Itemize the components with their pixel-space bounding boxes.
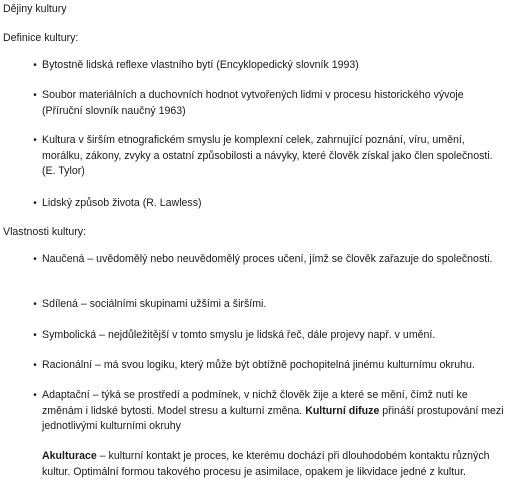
acculturation-paragraph <box>42 449 504 480</box>
bullet-marker: • <box>33 254 37 265</box>
definitions-label: Definice kultury: <box>3 32 79 44</box>
property-item: Symbolická – nejdůležitější v tomto smyslu je lidská řeč, dále projevy např. v umění. <box>42 329 436 341</box>
adaptive-text-before: Adaptační – týká se prostředí a podmínek, v nichž člověk žije a které se mění, čímž nutí ke změnám i lidské bytosti. Model stresu a kulturní změna. <box>42 389 468 417</box>
property-item: Sdílená – sociálními skupinami užšími a širšími. <box>42 298 267 310</box>
property-item: Naučená – uvědomělý nebo neuvědomělý proces učení, jímž se člověk zařazuje do společnosti. <box>42 253 493 265</box>
bullet-marker: • <box>33 299 37 310</box>
bullet-marker: • <box>33 360 37 371</box>
property-item: Racionální – má svou logiku, který může být obtížně pochopitelná jinému kulturnímu okruhu. <box>42 359 475 371</box>
bullet-marker: • <box>33 330 37 341</box>
bullet-marker: • <box>33 390 37 401</box>
definition-item: Kultura v širším etnografickém smyslu je komplexní celek, zahrnující poznání, víru, umění, morálku, zákony, zvyky a ostatní způsobilosti a návyky, které člověk získal jako člen společnosti. (E. Tylor) <box>42 134 493 177</box>
bullet-marker: • <box>33 60 37 71</box>
definition-item: Bytostně lidská reflexe vlastního bytí (Encyklopedický slovník 1993) <box>42 59 359 71</box>
acculturation-text: – kulturní kontakt je proces, ke kterému dochází při dlouhodobém kontaktu různých kultur. Optimální formou takového procesu je asimilace, opakem je likvidace jedné z kultur. <box>42 450 490 478</box>
bullet-marker: • <box>33 90 37 101</box>
property-item-adaptive <box>42 388 504 435</box>
properties-label: Vlastnosti kultury: <box>3 226 87 238</box>
document-title: Dějiny kultury <box>3 3 67 15</box>
adaptive-text-after: přináší prostupování mezi jednotlivými kulturními okruhy <box>42 404 504 432</box>
definition-item: Soubor materiálních a duchovních hodnot vytvořených lidmi v procesu historického vývoje (Příruční slovník naučný 1963) <box>42 89 464 117</box>
bullet-marker: • <box>33 198 37 209</box>
acculturation-term: Akulturace <box>42 450 97 462</box>
bullet-marker: • <box>33 135 37 146</box>
definition-item: Lidský způsob života (R. Lawless) <box>42 197 202 209</box>
adaptive-term: Kulturní difuze <box>305 404 380 417</box>
